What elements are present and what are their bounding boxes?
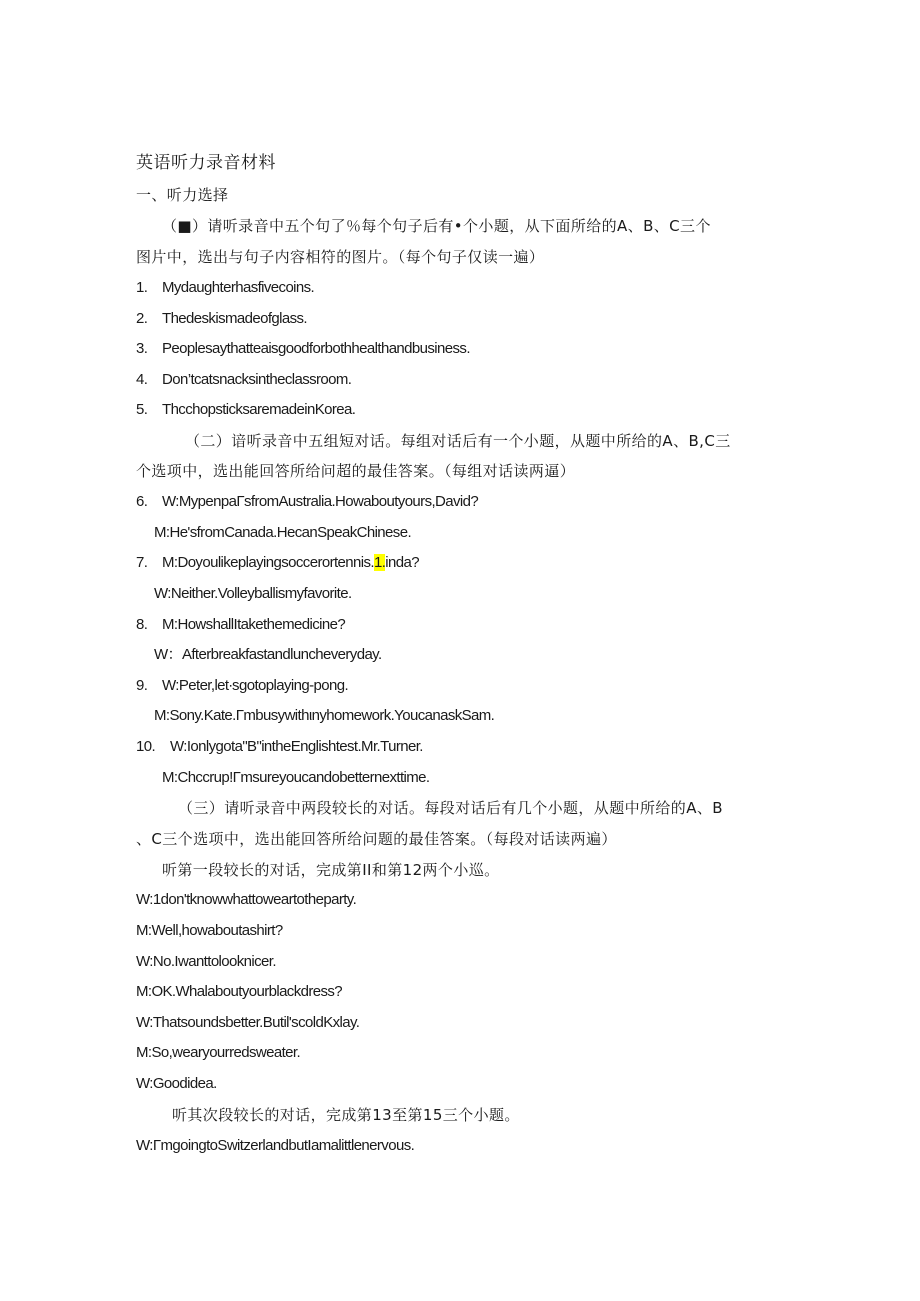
item-number: 3. xyxy=(136,340,148,357)
dialog-line: W:1don'tknowwhattoweartotheparty. xyxy=(136,891,357,908)
item-number: 2. xyxy=(136,310,148,327)
section-heading: 一、听力选择 xyxy=(136,186,229,204)
dialog-text: inda? xyxy=(385,554,419,571)
item-text: Peoplesaythatteaisgoodforbothhealthandbusiness. xyxy=(162,340,470,357)
dialog-line xyxy=(162,553,419,573)
dialog-text: M:Doyoulikeplayingsoccerortennis. xyxy=(162,554,374,571)
dialog-line: W:ΓmgoingtoSwitzerlandbutIamalittlenervous. xyxy=(136,1137,415,1154)
item-number: 6. xyxy=(136,493,148,510)
subsection-heading: 听第一段较长的对话，完成第II和第12两个小巡。 xyxy=(162,861,500,879)
subsection-heading: 听其次段较长的对话，完成第13至第15三个小题。 xyxy=(172,1106,520,1124)
item-number: 8. xyxy=(136,616,148,633)
part3-instruction-line2: 、C三个选项中，选出能回答所给问题的最佳答案。（每段对话读两遍） xyxy=(136,830,617,848)
part1-instruction-line2: 图片中，选出与句子内容相符的图片。（每个句子仅读一遍） xyxy=(136,248,545,266)
item-text: ThcchopsticksaremadeinKorea. xyxy=(162,401,356,418)
dialog-line: W:Neither.Volleyballismyfavorite. xyxy=(154,585,352,602)
dialog-line: M:Chccrup!Γmsureyoucandobetternexttime. xyxy=(162,769,430,786)
dialog-line: W:MypenpaΓsfromAustralia.Howaboutyours,David? xyxy=(162,493,479,510)
item-number: 5. xyxy=(136,401,148,418)
part2-instruction-line2: 个选项中，选出能回答所给问超的最佳答案。（每组对话读两逼） xyxy=(136,462,576,480)
item-text: Thedeskismadeofglass. xyxy=(162,310,307,327)
dialog-line: W:Thatsoundsbetter.Butil'scoldKxlay. xyxy=(136,1014,360,1031)
item-text: Mydaughterhasfivecoins. xyxy=(162,279,315,296)
dialog-line: M:OK.Whalaboutyourblackdress? xyxy=(136,983,343,1000)
part1-instruction-line1: （■）请听录音中五个句了％每个句子后有•个小题，从下面所给的A、B、C三个 xyxy=(162,217,711,235)
dialog-line: W:Ionlygota"B"intheEnglishtest.Mr.Turner. xyxy=(170,738,423,755)
dialog-line: W:Goodidea. xyxy=(136,1075,217,1092)
part3-instruction-line1: （三）请听录音中两段较长的对话。每段对话后有几个小题，从题中所给的A、B xyxy=(178,799,723,817)
item-number: 9. xyxy=(136,677,148,694)
highlighted-text: 1. xyxy=(373,554,386,571)
item-number: 1. xyxy=(136,279,148,296)
dialog-line: M:Well,howaboutashirt? xyxy=(136,922,283,939)
item-number: 7. xyxy=(136,554,148,571)
document-title: 英语听力录音材料 xyxy=(136,153,276,172)
dialog-line: M:Sony.Kate.Γmbusywithιnyhomework.YoucanaskSam. xyxy=(154,707,495,724)
part2-instruction-line1: （二）谙听录音中五组短对话。每组对话后有一个小题，从题中所给的A、B,C三 xyxy=(185,432,731,450)
dialog-line: M:He'sfromCanada.HecanSpeakChinese. xyxy=(154,524,412,541)
dialog-line: W：Afterbreakfastandluncheveryday. xyxy=(154,646,382,663)
item-text: Don’tcatsnacksintheclassroom. xyxy=(162,371,352,388)
dialog-line: W:No.Iwanttolooknicer. xyxy=(136,953,276,970)
item-number: 4. xyxy=(136,371,148,388)
dialog-line: W:Peter,let∙sgotoplaying-pong. xyxy=(162,677,349,694)
item-number: 10. xyxy=(136,738,156,755)
dialog-line: M:HowshallItakethemedicine? xyxy=(162,616,346,633)
dialog-line: M:So,wearyourredsweater. xyxy=(136,1044,301,1061)
